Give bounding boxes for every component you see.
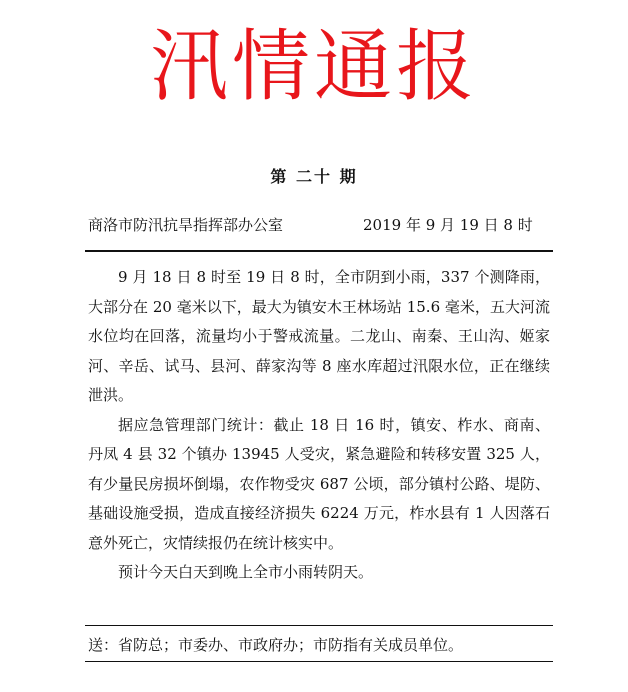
document-title: 汛情通报 — [149, 22, 478, 112]
paragraph-forecast: 预计今天白天到晚上全市小雨转阴天。 — [118, 563, 374, 581]
distribution-list: 送：省防总；市委办、市政府办；市防指有关成员单位。 — [88, 636, 464, 654]
issuing-office: 商洛市防汛抗旱指挥部办公室 — [88, 216, 284, 234]
report-body — [88, 263, 550, 588]
footer-divider-top — [85, 625, 553, 626]
paragraph-rainfall: 9 月 18 日 8 时至 19 日 8 时，全市阴到小雨，337 个测降雨，大部分在 20 毫米以下，最大为镇安木王林场站 15.6 毫米，五大河流水位均在回落，流量均小于警戒流量。二龙山、南秦、王山沟、姬家河、辛岳、试马、县河、薛家沟等 8 座水库超过汛限水位，正在继续泄洪。 — [88, 268, 550, 404]
header-divider — [85, 250, 553, 252]
issue-number: 第 二十 期 — [270, 167, 358, 186]
footer-divider-bottom — [85, 661, 553, 662]
paragraph-disaster-stats: 据应急管理部门统计：截止 18 日 16 时，镇安、柞水、商南、丹凤 4 县 32 个镇办 13945 人受灾，紧急避险和转移安置 325 人，有少量民房损坏倒塌，农作物受灾 687 公顷，部分镇村公路、堤防、基础设施受损，造成直接经济损失 6224 万元，柞水县有 1 人因落石意外死亡，灾情续报仍在统计核实中。 — [88, 415, 550, 552]
issue-date: 2019 年 9 月 19 日 8 时 — [363, 216, 533, 234]
